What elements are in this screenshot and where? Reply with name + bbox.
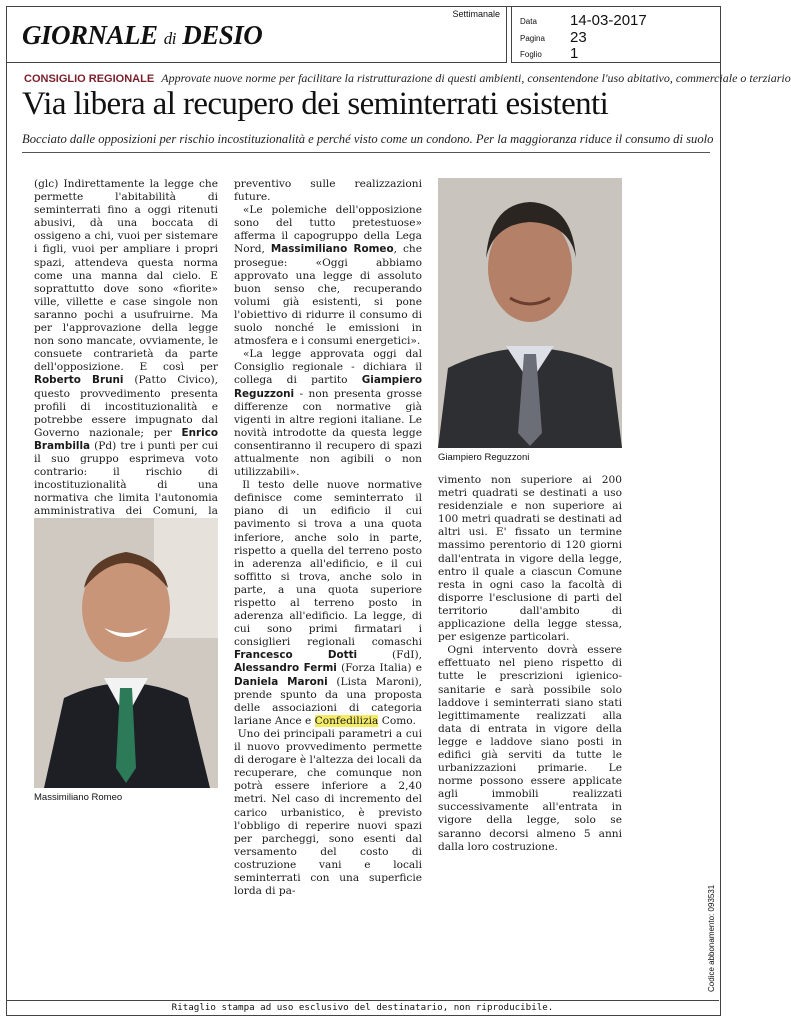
clipping-meta <box>511 6 720 63</box>
masthead <box>6 6 507 63</box>
paragraph: Il testo delle nuove normative definisce come seminterrato il piano di un edificio il cui pavimento si trova a una quota inferiore, anche solo in parte, rispetto a quella del terreno posto in aderenza all'edificio, e il cui soffitto si trova, anche solo in parte, a una quota superiore rispetto al terreno posto in aderenza all'edificio. La legge, di cui sono primi firmatari i consiglieri regionali comaschi Francesco Dotti (FdI), Alessandro Fermi (Forza Italia) e Daniela Maroni (Lista Maroni), prende spunto da una proposta delle associazioni di categoria lariane Ance e Confedilizia Como. <box>234 479 422 727</box>
paragraph: preventivo sulle realizzazioni future. <box>234 178 422 204</box>
paragraph: Ogni intervento dovrà essere effettuato nel pieno rispetto di tutte le prescrizioni igienico-sanitarie e sarà possibile solo laddove i seminterrati siano stati legittimamente realizzati alla data di entrata in vigore della legge e laddove siano posti in edifici già serviti da tutte le urbanizzazioni primarie. Le norme possono essere applicate agli immobili realizzati successivamente all'entrata in vigore della legge, solo se saranno decorsi almeno 5 anni dalla loro costruzione. <box>438 644 622 853</box>
article-kicker <box>24 71 791 86</box>
publication-frequency: Settimanale <box>452 9 500 19</box>
meta-sheet: Foglio 1 <box>520 45 579 62</box>
newspaper-logo: GIORNALE di DESIO <box>22 20 263 50</box>
paragraph: vimento non superiore ai 200 metri quadrati se destinati a uso residenziale e non superiore ai 100 metri quadrati se destinati ad altri usi. E' fissato un termine massimo perentorio di 120 giorni dall'entrata in vigore della legge, entro il quale a ciascun Comune resta in ogni caso la facoltà di disporre l'esclusione di parti del territorio dall'ambito di applicazione della legge stessa, per esigenze particolari. <box>438 474 622 644</box>
paragraph: «La legge approvata oggi dal Consiglio regionale - dichiara il collega di partito Giampiero Reguzzoni - non presenta grosse differenze con normative già vigenti in altre regioni italiane. Le novità introdotte da questa legge consentiranno il recupero di spazi attualmente non agibili o non utilizzabili». <box>234 348 422 479</box>
paragraph: «Le polemiche dell'opposizione sono del tutto pretestuose» afferma il capogruppo della Lega Nord, Massimiliano Romeo, che prosegue: «Oggi abbiamo approvato una legge di assoluto buon senso che, recuperando volumi già esistenti, si pone l'obiettivo di ridurre il consumo di suolo nonché le emissioni in atmosfera e i consumi energetici». <box>234 204 422 348</box>
article-headline: Via libera al recupero dei seminterrati esistenti <box>22 86 609 122</box>
meta-page: Pagina 23 <box>520 29 587 46</box>
caption-reguzzoni: Giampiero Reguzzoni <box>438 452 530 463</box>
paragraph: Uno dei principali parametri a cui il nuovo provvedimento permette di derogare è l'altezza dei locali da recuperare, che comunque non potrà essere inferiore a 2,40 metri. Nel caso di incremento del carico urbanistico, è previsto l'obbligo di reperire nuovi spazi per parcheggi, sono esenti dal versamento del costo di costruzione vani e locali seminterrati con una superficie lorda di pa- <box>234 727 422 898</box>
photo-massimiliano-romeo <box>34 518 218 788</box>
subscription-code: Codice abbonamento: 093531 <box>707 884 716 992</box>
paragraph: (glc) Indirettamente la legge che permette l'abitabilità di seminterrati fino a oggi ritenuti abusivi, dà una boccata di ossigeno a chi, vuoi per sistemare i figli, vuoi per ampliare i propri spazi, attendeva questa norma come una manna dal cielo. E soprattutto dove sono «fiorite» ville, villette e case singole non saranno pochi a usufruirne. Ma per l'approvazione della legge non sono mancate, ovviamente, le consuete contrarietà da parte dell'opposizione. E così per Roberto Bruni (Patto Civico), questo provvedimento presenta profili di incostituzionalità e potrebbe essere impugnato dal Governo nazionale; per Enrico Brambilla (Pd) tre i punti per cui il suo gruppo esprimeva voto contrario: il rischio di incostituzionalità di una normativa che limita l'autonomia amministrativa dei Comuni, la <box>34 178 218 518</box>
column-2 <box>234 178 422 898</box>
portrait-illustration <box>34 518 218 788</box>
column-1 <box>34 178 218 558</box>
column-3 <box>438 474 622 854</box>
highlight-confedilizia: Confedilizia <box>314 714 379 727</box>
heading-rule <box>22 152 710 153</box>
article-subheadline: Bocciato dalle opposizioni per rischio incostituzionalità e perché visto come un condono. Per la maggioranza riduce il consumo di suolo <box>22 132 714 146</box>
photo-giampiero-reguzzoni <box>438 178 622 448</box>
portrait-illustration <box>438 178 622 448</box>
footer-notice: Ritaglio stampa ad uso esclusivo del destinatario, non riproducibile. <box>6 1000 719 1015</box>
article-summary: Approvate nuove norme per facilitare la ristrutturazione di questi ambienti, consentendone l'uso abitativo, commerciale o terziario <box>161 71 791 85</box>
caption-romeo: Massimiliano Romeo <box>34 792 123 803</box>
meta-date: Data 14-03-2017 <box>520 12 647 29</box>
section-label: CONSIGLIO REGIONALE <box>24 73 155 85</box>
